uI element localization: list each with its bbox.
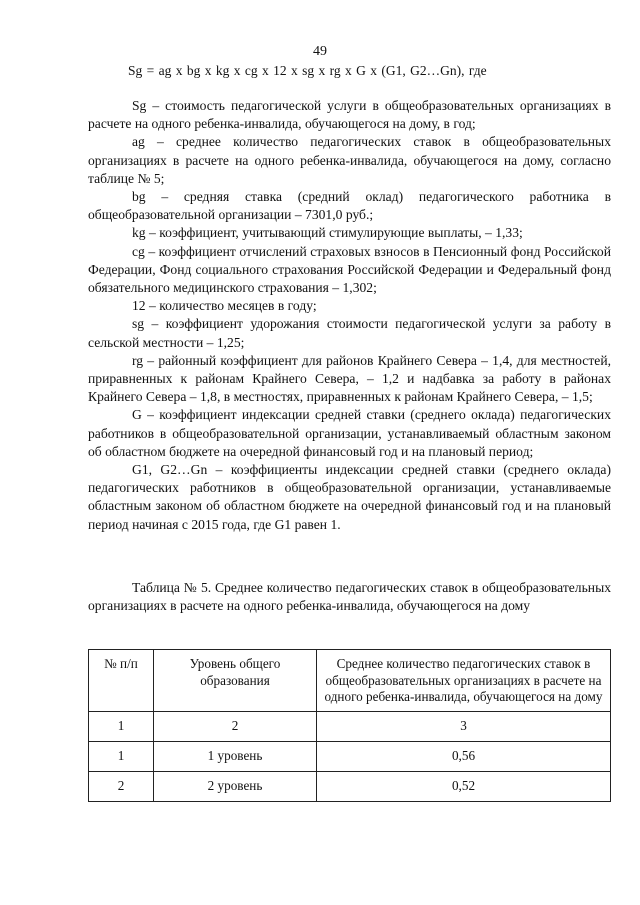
table-cell: 0,56 xyxy=(317,741,611,771)
table-5 xyxy=(88,649,611,802)
table-header-row xyxy=(89,650,611,712)
header-level: Уровень общего образования xyxy=(154,650,317,712)
table-row xyxy=(89,741,611,771)
paragraph-cg: cg – коэффициент отчислений страховых взносов в Пенсионный фонд Российской Федерации, Фонд социального страхования Российской Федерации и Федеральный фонд обязательного медицинского страхования – 1,302; xyxy=(88,243,611,296)
table-cell: 2 xyxy=(89,771,154,801)
table-caption: Таблица № 5. Среднее количество педагогических ставок в общеобразовательных организациях в расчете на одного ребенка-инвалида, обучающегося на дому xyxy=(88,580,611,614)
table-cell: 2 xyxy=(154,711,317,741)
paragraph-sg: Sg – стоимость педагогической услуги в общеобразовательных организациях в расчете на одного ребенка-инвалида, обучающегося на дому, в год; xyxy=(88,98,611,132)
formula: Sg = ag x bg x kg x cg x 12 x sg x rg x G x (G1, G2…Gn), где xyxy=(128,63,487,78)
paragraph-kg: kg – коэффициент, учитывающий стимулирующие выплаты, – 1,33; xyxy=(132,225,523,241)
paragraph-g1-gn: G1, G2…Gn – коэффициенты индексации средней ставки (среднего оклада) педагогических работников в общеобразовательной организации, устанавливаемые областным законом об областном бюджете на очередной финансовый год и на плановый период начиная с 2015 года, где G1 равен 1. xyxy=(88,462,611,532)
table-cell: 2 уровень xyxy=(154,771,317,801)
page-number: 49 xyxy=(313,44,327,59)
header-average-rates: Среднее количество педагогических ставок в общеобразовательных организациях в расчете на одного ребенка-инвалида, обучающегося на дому xyxy=(317,650,611,712)
header-number: № п/п xyxy=(89,650,154,712)
paragraph-rg: rg – районный коэффициент для районов Крайнего Севера – 1,4, для местностей, приравненных к районам Крайнего Севера, – 1,2 и надбавка за работу в районах Крайнего Севера – 1,8, в местностях, приравненных к районам Крайнего Севера, – 1,5; xyxy=(88,352,611,405)
paragraph-g: G – коэффициент индексации средней ставки (среднего оклада) педагогических работников в общеобразовательной организации, устанавливаемый областным законом об областном бюджете на очередной финансовый год и на плановый период; xyxy=(88,407,611,459)
paragraph-bg: bg – средняя ставка (средний оклад) педагогического работника в общеобразовательной организации – 7301,0 руб.; xyxy=(88,189,611,223)
table-cell: 1 xyxy=(89,711,154,741)
table-row xyxy=(89,711,611,741)
table-cell: 0,52 xyxy=(317,771,611,801)
definitions-list xyxy=(88,97,611,534)
table-cell: 1 xyxy=(89,741,154,771)
paragraph-12: 12 – количество месяцев в году; xyxy=(132,298,317,314)
paragraph-ag: ag – среднее количество педагогических ставок в общеобразовательных организациях в расчете на одного ребенка-инвалида, обучающегося на дому, согласно таблице № 5; xyxy=(88,134,611,186)
table-row xyxy=(89,771,611,801)
table-cell: 1 уровень xyxy=(154,741,317,771)
paragraph-sg-rural: sg – коэффициент удорожания стоимости педагогической услуги за работу в сельской местности – 1,25; xyxy=(88,316,611,350)
table-cell: 3 xyxy=(317,711,611,741)
